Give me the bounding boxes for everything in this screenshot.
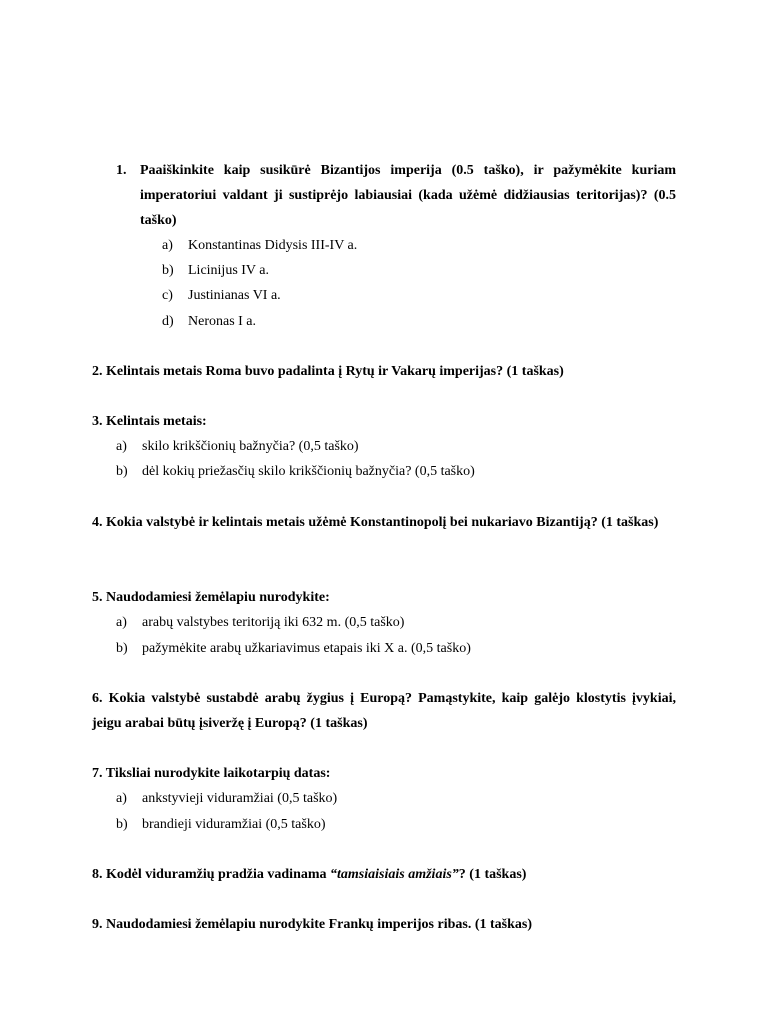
option-label: a) <box>116 439 127 454</box>
question-8-text: 8. Kodėl viduramžių pradžia vadinama <box>92 867 331 882</box>
option-label: a) <box>162 238 173 253</box>
question-1 <box>116 158 676 233</box>
question-8-emphasis: “tamsiaisiais amžiais” <box>330 867 459 882</box>
option-text: Neronas I a. <box>188 314 257 329</box>
question-3: 3. Kelintais metais: <box>92 414 207 429</box>
option-text: arabų valstybes teritoriją iki 632 m. (0,5 taško) <box>142 615 405 630</box>
question-2: 2. Kelintais metais Roma buvo padalinta į Rytų ir Vakarų imperijas? (1 taškas) <box>92 364 564 379</box>
option-label: b) <box>116 464 128 479</box>
question-7: 7. Tiksliai nurodykite laikotarpių datas: <box>92 766 331 781</box>
question-8 <box>92 862 676 887</box>
option-text: dėl kokių priežasčių skilo krikščionių bažnyčia? (0,5 taško) <box>142 464 475 479</box>
option-text: Konstantinas Didysis III-IV a. <box>188 238 358 253</box>
question-4: 4. Kokia valstybė ir kelintais metais užėmė Konstantinopolį bei nukariavo Bizantiją? (1 taškas) <box>92 515 659 530</box>
option-text: ankstyvieji viduramžiai (0,5 taško) <box>142 791 338 806</box>
option-label: d) <box>162 314 174 329</box>
question-8-points: ? (1 taškas) <box>458 867 527 882</box>
question-6: 6. Kokia valstybė sustabdė arabų žygius į Europą? Pamąstykite, kaip galėjo klostytis įvykiai, jeigu arabai būtų įsiveržę į Europą? (1 taškas) <box>92 691 676 731</box>
option-label: b) <box>162 263 174 278</box>
option-text: skilo krikščionių bažnyčia? (0,5 taško) <box>142 439 359 454</box>
option-text: pažymėkite arabų užkariavimus etapais iki X a. (0,5 taško) <box>142 641 471 656</box>
option-label: b) <box>116 641 128 656</box>
question-1-text: Paaiškinkite kaip susikūrė Bizantijos imperija (0.5 taško), ir pažymėkite kuriam imperatoriui valdant ji sustiprėjo labiausiai (kada užėmė didžiausias teritorijas)? (0.5 taško) <box>140 163 676 228</box>
question-5: 5. Naudodamiesi žemėlapiu nurodykite: <box>92 590 330 605</box>
option-label: a) <box>116 615 127 630</box>
option-label: b) <box>116 817 128 832</box>
option-text: brandieji viduramžiai (0,5 taško) <box>142 817 326 832</box>
option-text: Licinijus IV a. <box>188 263 270 278</box>
option-label: c) <box>162 288 173 303</box>
option-text: Justinianas VI a. <box>188 288 281 303</box>
option-label: a) <box>116 791 127 806</box>
question-9: 9. Naudodamiesi žemėlapiu nurodykite Frankų imperijos ribas. (1 taškas) <box>92 917 532 932</box>
question-1-number: 1. <box>116 163 127 178</box>
